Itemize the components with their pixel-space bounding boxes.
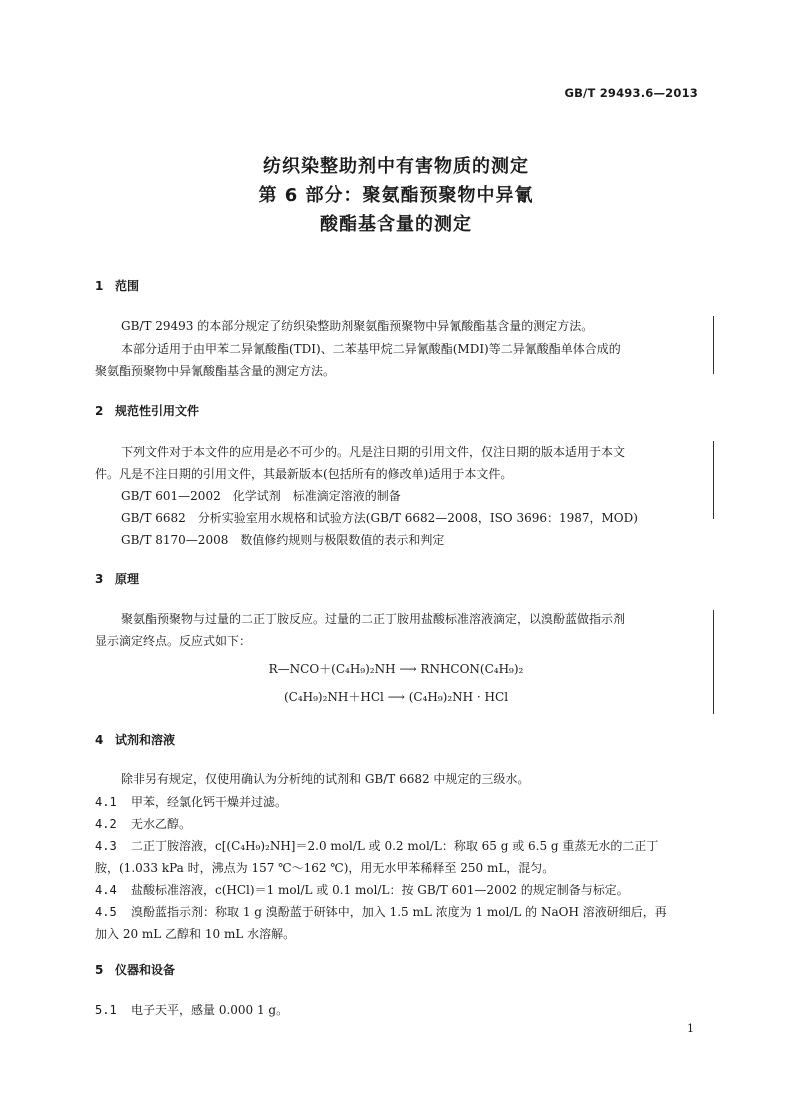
section-number: 4 [95,733,104,747]
section-3-heading [95,570,139,587]
section-title: 试剂和溶液 [115,733,176,747]
section-title: 规范性引用文件 [115,404,200,418]
list-item [95,1001,288,1018]
section-1-heading [95,277,139,294]
s3-paragraph-1a: 聚氨酯预聚物与过量的二正丁胺反应。过量的二正丁胺用盐酸标准溶液滴定，以溴酚蓝做指示剂 [121,612,626,626]
s4-paragraph-1: 除非另有规定，仅使用确认为分析纯的试剂和 GB/T 6682 中规定的三级水。 [121,772,530,786]
section-number: 1 [95,279,104,293]
s1-paragraph-1: GB/T 29493 的本部分规定了纺织染整助剂聚氨酯预聚物中异氰酸酯基含量的测定方法。 [121,319,594,333]
reference-item: GB/T 8170—2008 数值修约规则与极限数值的表示和判定 [121,533,445,547]
s1-paragraph-2b: 聚氨酯预聚物中异氰酸酯基含量的测定方法。 [95,364,336,378]
list-item [95,815,191,832]
item-text: 无水乙醇。 [131,817,192,831]
title-line-1: 纺织染整助剂中有害物质的测定 [263,156,529,177]
item-text: 二正丁胺溶液，c[(C₄H₉)₂NH]＝2.0 mol/L 或 0.2 mol/L：称取 65 g 或 6.5 g 重蒸无水的二正丁 [131,839,659,853]
section-4-heading [95,731,175,748]
section-title: 原理 [115,572,140,586]
item-text: 电子天平，感量 0.000 1 g。 [131,1003,289,1017]
reaction-equation-2: (C₄H₉)₂NH＋HCl ⟶ (C₄H₉)₂NH · HCl [283,690,509,704]
section-number: 5 [95,963,104,977]
item-number: 4.1 [95,795,117,809]
section-2-heading [95,402,199,419]
item-number: 4.5 [95,905,117,919]
item-number: 4.4 [95,883,117,897]
section-title: 仪器和设备 [115,963,176,977]
list-item-continuation: 加入 20 mL 乙醇和 10 mL 水溶解。 [95,927,296,941]
section-number: 3 [95,572,104,586]
s1-paragraph-2a: 本部分适用于由甲苯二异氰酸酯(TDI)、二苯基甲烷二异氰酸酯(MDI)等二异氰酸酯单体合成的 [121,342,621,356]
change-bar [713,610,714,714]
change-bar [713,316,714,374]
item-number: 5.1 [95,1003,117,1017]
reference-item: GB/T 601—2002 化学试剂 标准滴定溶液的制备 [121,489,401,503]
list-item [95,793,287,810]
item-text: 甲苯，经氯化钙干燥并过滤。 [131,795,288,809]
change-bar [713,441,714,519]
s3-paragraph-1b: 显示滴定终点。反应式如下： [95,634,252,648]
reference-item: GB/T 6682 分析实验室用水规格和试验方法(GB/T 6682—2008，ISO 3696：1987，MOD) [121,511,638,525]
s2-paragraph-1a: 下列文件对于本文件的应用是必不可少的。凡是注日期的引用文件，仅注日期的版本适用于本文 [121,445,626,459]
title-line-3: 酸酯基含量的测定 [320,214,472,235]
section-number: 2 [95,404,104,418]
item-text: 溴酚蓝指示剂：称取 1 g 溴酚蓝于研钵中，加入 1.5 mL 浓度为 1 mol/L 的 NaOH 溶液研细后，再 [131,905,667,919]
standard-code: GB/T 29493.6—2013 [564,86,698,100]
list-item [95,837,658,854]
list-item [95,903,667,920]
page-number: 1 [687,1022,694,1035]
section-title: 范围 [115,279,140,293]
item-number: 4.3 [95,839,117,853]
s2-paragraph-1b: 件。凡是不注日期的引用文件，其最新版本(包括所有的修改单)适用于本文件。 [95,467,513,481]
section-5-heading [95,961,175,978]
reaction-equation-1: R—NCO＋(C₄H₉)₂NH ⟶ RNHCON(C₄H₉)₂ [268,662,524,676]
list-item-continuation: 胺，(1.033 kPa 时，沸点为 157 ℃～162 ℃)，用无水甲苯稀释至 250 mL，混匀。 [95,861,555,875]
item-text: 盐酸标准溶液，c(HCl)＝1 mol/L 或 0.1 mol/L：按 GB/T 601—2002 的规定制备与标定。 [131,883,629,897]
list-item [95,881,629,898]
item-number: 4.2 [95,817,117,831]
title-line-2: 第 6 部分：聚氨酯预聚物中异氰 [258,185,534,206]
